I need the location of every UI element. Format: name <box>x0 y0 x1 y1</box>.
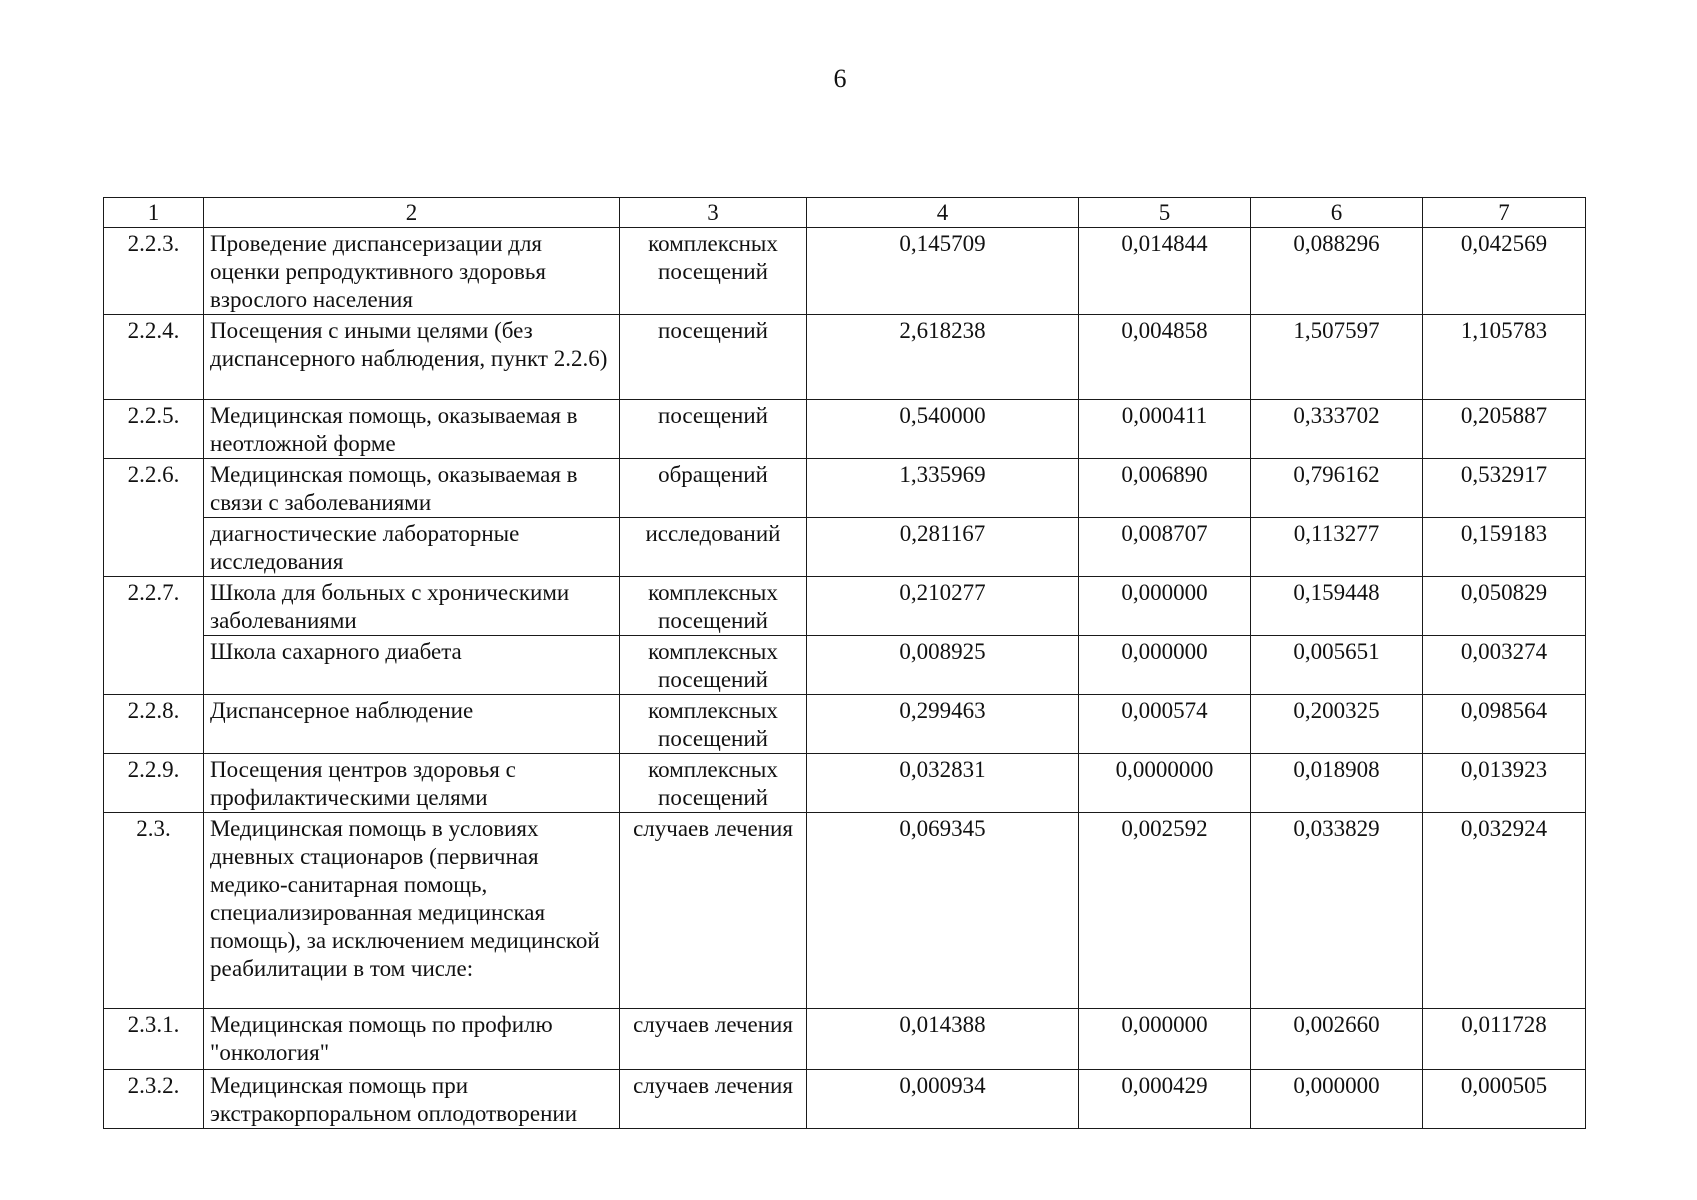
column-header: 4 <box>807 198 1079 228</box>
row-unit: комплексных посещений <box>620 228 807 315</box>
row-unit: исследований <box>620 518 807 577</box>
table-row <box>104 400 1586 459</box>
row-value-col6: 0,088296 <box>1251 228 1423 315</box>
row-value-col4: 0,145709 <box>807 228 1079 315</box>
table-row <box>104 518 1586 577</box>
row-value-col7: 0,532917 <box>1423 459 1586 518</box>
row-value-col4: 0,014388 <box>807 1009 1079 1070</box>
row-value-col4: 0,281167 <box>807 518 1079 577</box>
table-row <box>104 228 1586 315</box>
row-name: Посещения центров здоровья с профилактическими целями <box>204 754 620 813</box>
column-header: 5 <box>1079 198 1251 228</box>
row-value-col4: 0,000934 <box>807 1070 1079 1129</box>
row-name: Посещения с иными целями (без диспансерного наблюдения, пункт 2.2.6) <box>204 315 620 400</box>
row-number: 2.2.4. <box>104 315 204 400</box>
row-unit: комплексных посещений <box>620 636 807 695</box>
row-value-col7: 0,205887 <box>1423 400 1586 459</box>
column-header: 6 <box>1251 198 1423 228</box>
row-number: 2.2.9. <box>104 754 204 813</box>
row-unit: случаев лечения <box>620 1070 807 1129</box>
row-number: 2.3. <box>104 813 204 1009</box>
table-row <box>104 315 1586 400</box>
table-row <box>104 695 1586 754</box>
row-unit: комплексных посещений <box>620 695 807 754</box>
table-row <box>104 577 1586 636</box>
row-value-col6: 0,159448 <box>1251 577 1423 636</box>
table-row <box>104 754 1586 813</box>
row-value-col7: 0,050829 <box>1423 577 1586 636</box>
row-value-col6: 0,113277 <box>1251 518 1423 577</box>
row-value-col5: 0,004858 <box>1079 315 1251 400</box>
column-header: 7 <box>1423 198 1586 228</box>
table-row <box>104 459 1586 518</box>
row-name: Медицинская помощь по профилю "онкология" <box>204 1009 620 1070</box>
row-unit: посещений <box>620 315 807 400</box>
row-number: 2.2.5. <box>104 400 204 459</box>
row-name: диагностические лабораторные исследования <box>204 518 620 577</box>
row-number: 2.2.7. <box>104 577 204 695</box>
row-value-col7: 0,098564 <box>1423 695 1586 754</box>
row-value-col6: 0,333702 <box>1251 400 1423 459</box>
row-number: 2.3.2. <box>104 1070 204 1129</box>
row-unit: случаев лечения <box>620 813 807 1009</box>
row-unit: комплексных посещений <box>620 754 807 813</box>
row-name: Медицинская помощь в условиях дневных стационаров (первичная медико-санитарная помощь, специализированная медицинская помощь), за исключением медицинской реабилитации в том числе: <box>204 813 620 1009</box>
row-value-col7: 0,032924 <box>1423 813 1586 1009</box>
row-value-col5: 0,006890 <box>1079 459 1251 518</box>
column-header: 2 <box>204 198 620 228</box>
data-table <box>103 197 1586 1129</box>
row-unit: комплексных посещений <box>620 577 807 636</box>
row-name: Медицинская помощь, оказываемая в связи с заболеваниями <box>204 459 620 518</box>
row-value-col4: 2,618238 <box>807 315 1079 400</box>
row-name: Школа сахарного диабета <box>204 636 620 695</box>
row-value-col6: 0,796162 <box>1251 459 1423 518</box>
row-name: Медицинская помощь, оказываемая в неотложной форме <box>204 400 620 459</box>
row-unit: посещений <box>620 400 807 459</box>
page-number: 6 <box>833 64 847 93</box>
row-number: 2.2.6. <box>104 459 204 577</box>
row-value-col7: 0,011728 <box>1423 1009 1586 1070</box>
row-value-col7: 0,000505 <box>1423 1070 1586 1129</box>
table-row <box>104 1070 1586 1129</box>
row-value-col7: 1,105783 <box>1423 315 1586 400</box>
row-value-col6: 0,018908 <box>1251 754 1423 813</box>
row-value-col6: 0,033829 <box>1251 813 1423 1009</box>
row-unit: обращений <box>620 459 807 518</box>
row-value-col6: 0,000000 <box>1251 1070 1423 1129</box>
row-value-col7: 0,013923 <box>1423 754 1586 813</box>
row-value-col5: 0,000000 <box>1079 1009 1251 1070</box>
row-value-col7: 0,003274 <box>1423 636 1586 695</box>
row-value-col6: 1,507597 <box>1251 315 1423 400</box>
row-value-col4: 0,210277 <box>807 577 1079 636</box>
row-value-col4: 0,008925 <box>807 636 1079 695</box>
row-name: Диспансерное наблюдение <box>204 695 620 754</box>
table-row <box>104 636 1586 695</box>
table-row <box>104 1009 1586 1070</box>
row-number: 2.2.8. <box>104 695 204 754</box>
row-number: 2.3.1. <box>104 1009 204 1070</box>
row-value-col4: 1,335969 <box>807 459 1079 518</box>
row-value-col4: 0,069345 <box>807 813 1079 1009</box>
column-header: 1 <box>104 198 204 228</box>
row-value-col4: 0,032831 <box>807 754 1079 813</box>
row-value-col5: 0,000000 <box>1079 577 1251 636</box>
row-value-col6: 0,005651 <box>1251 636 1423 695</box>
column-header: 3 <box>620 198 807 228</box>
header-row <box>104 198 1586 228</box>
row-value-col5: 0,000411 <box>1079 400 1251 459</box>
row-value-col5: 0,000574 <box>1079 695 1251 754</box>
row-value-col4: 0,299463 <box>807 695 1079 754</box>
row-number: 2.2.3. <box>104 228 204 315</box>
table-row <box>104 813 1586 1009</box>
row-unit: случаев лечения <box>620 1009 807 1070</box>
row-value-col4: 0,540000 <box>807 400 1079 459</box>
row-value-col5: 0,000429 <box>1079 1070 1251 1129</box>
row-value-col5: 0,000000 <box>1079 636 1251 695</box>
row-value-col7: 0,159183 <box>1423 518 1586 577</box>
row-value-col7: 0,042569 <box>1423 228 1586 315</box>
row-value-col5: 0,008707 <box>1079 518 1251 577</box>
row-value-col5: 0,002592 <box>1079 813 1251 1009</box>
row-value-col5: 0,0000000 <box>1079 754 1251 813</box>
row-name: Школа для больных с хроническими заболеваниями <box>204 577 620 636</box>
row-value-col6: 0,002660 <box>1251 1009 1423 1070</box>
row-value-col6: 0,200325 <box>1251 695 1423 754</box>
row-name: Проведение диспансеризации для оценки репродуктивного здоровья взрослого населения <box>204 228 620 315</box>
row-value-col5: 0,014844 <box>1079 228 1251 315</box>
row-name: Медицинская помощь при экстракорпоральном оплодотворении <box>204 1070 620 1129</box>
